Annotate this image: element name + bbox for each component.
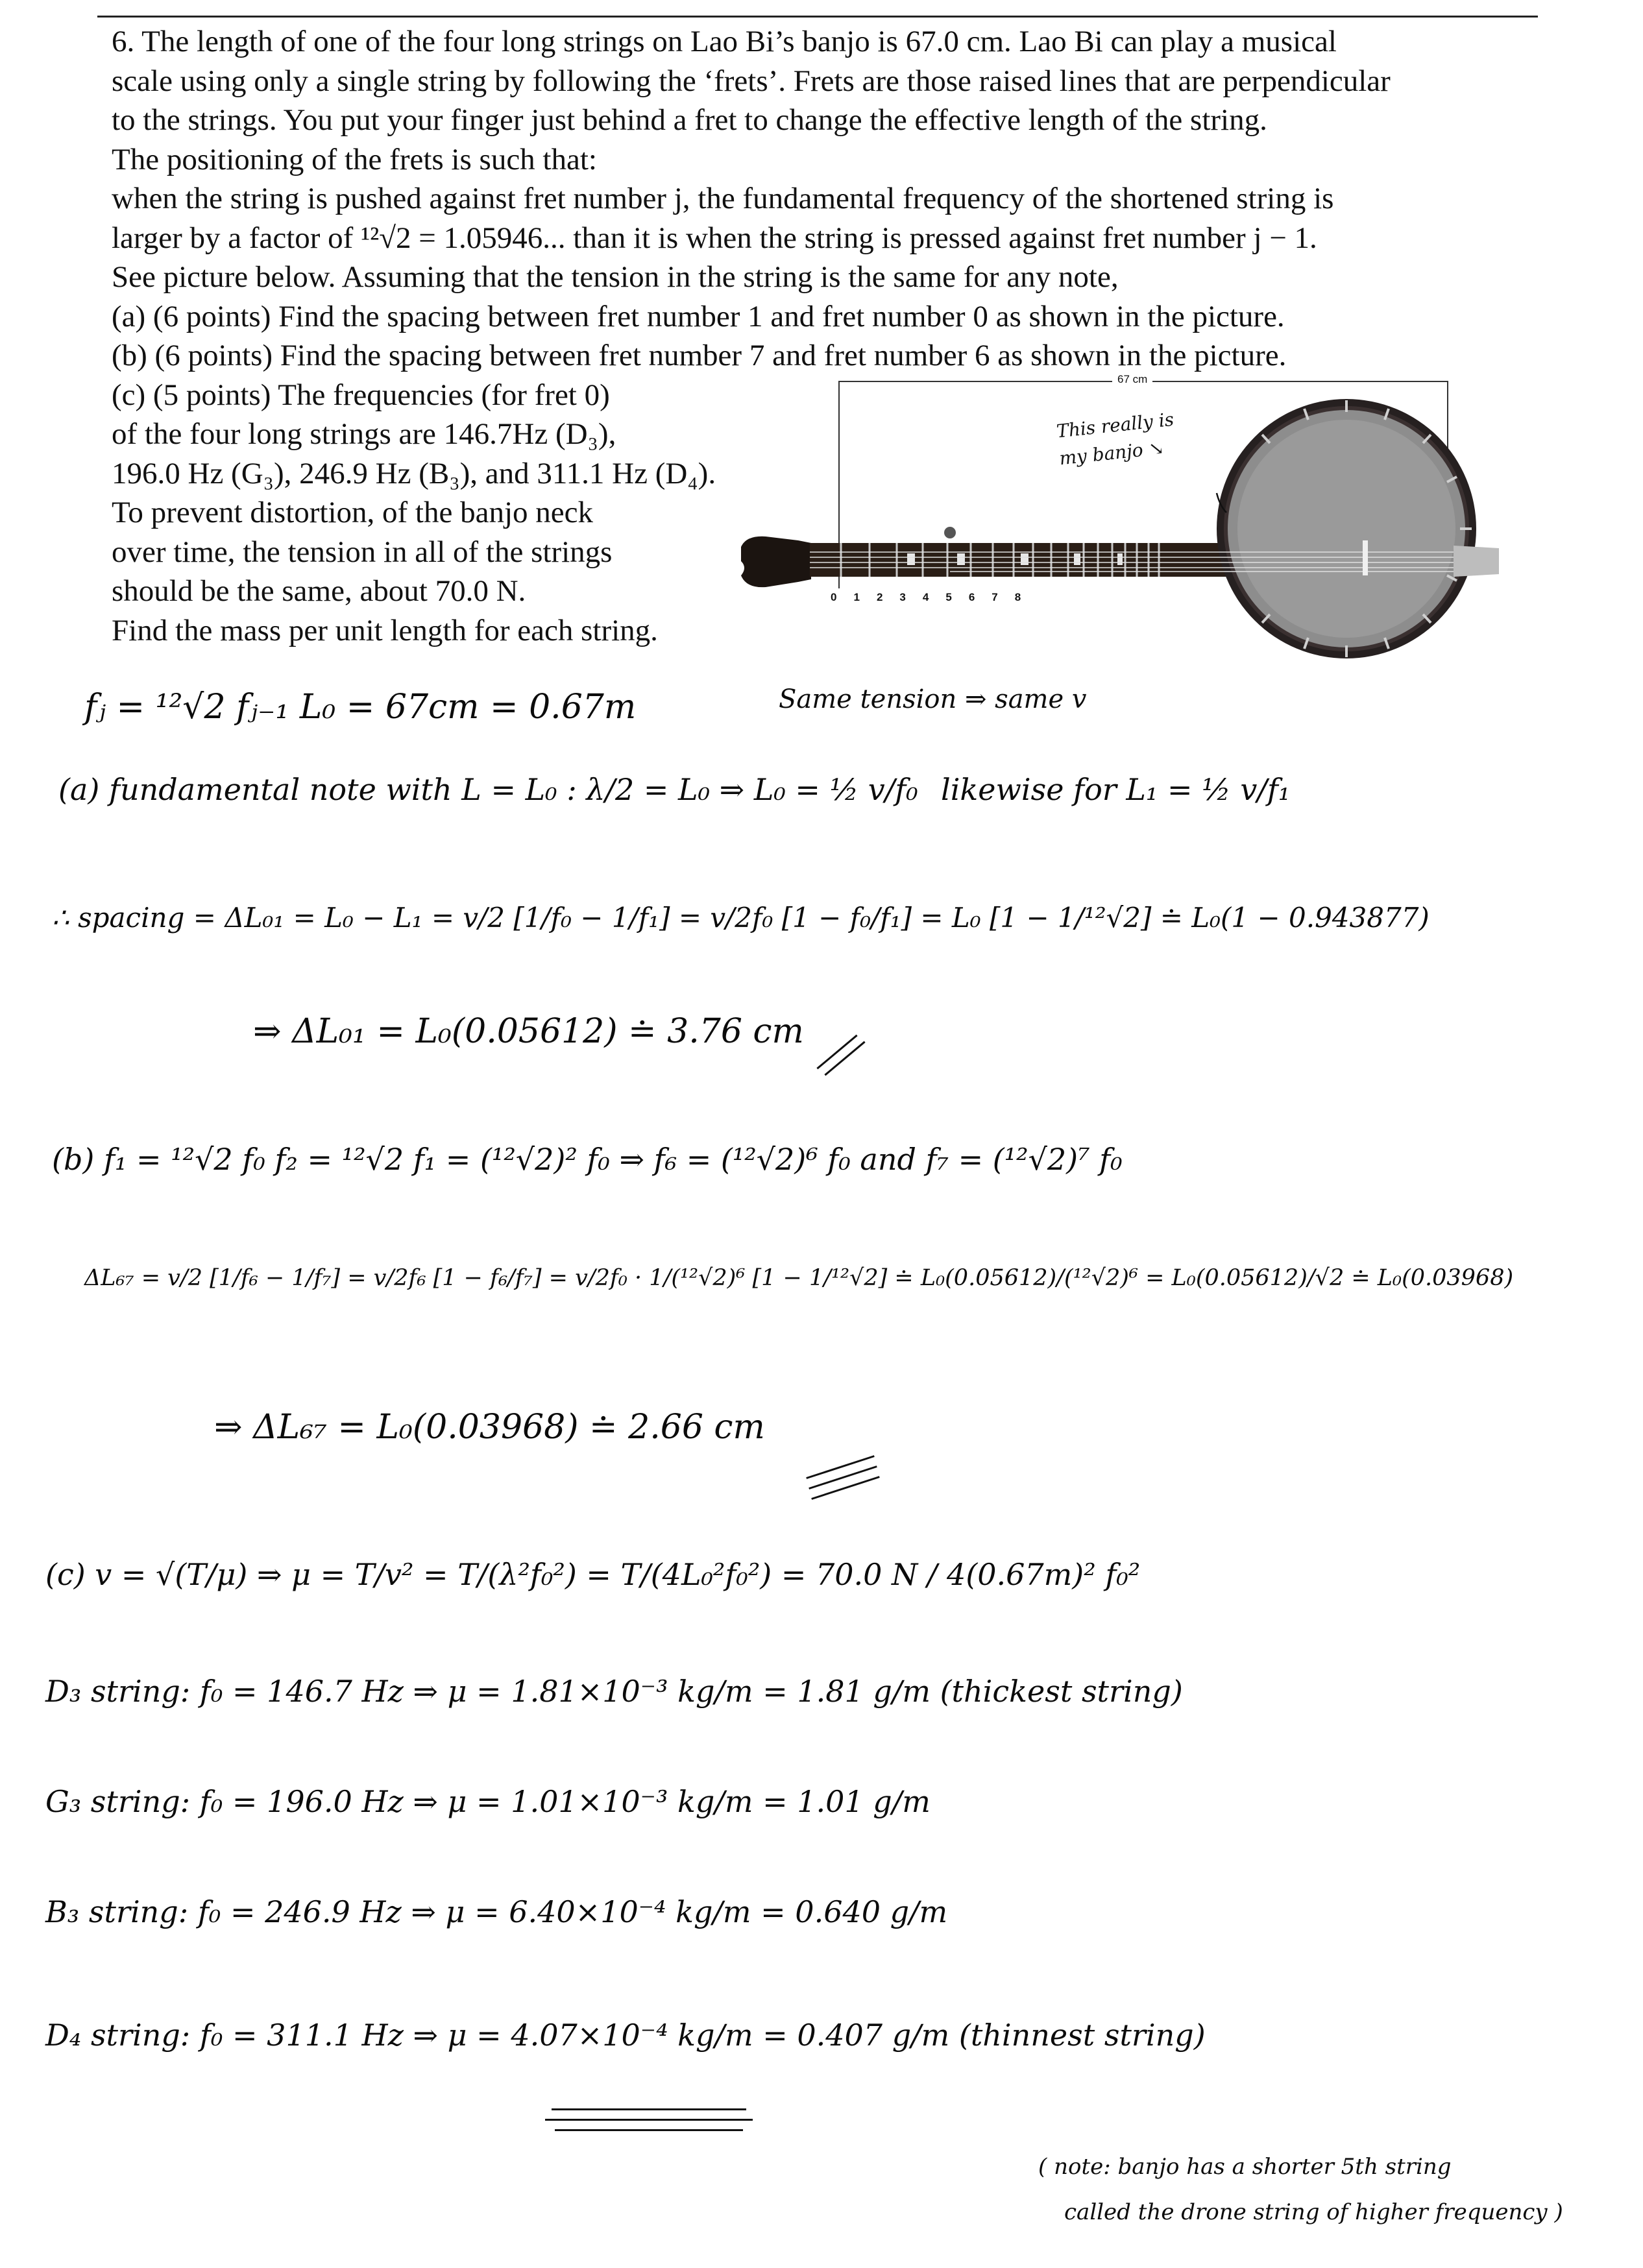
part-b-question: (b) (6 points) Find the spacing between fret number 7 and fret number 6 as shown in the picture. [112,339,1287,372]
fret-number: 0 [831,591,837,603]
fret-number: 2 [876,591,883,603]
answer-mark [811,1476,880,1500]
problem-line: 196.0 Hz (G₃), 246.9 Hz (B₃), and 311.1 Hz (D₄). [112,456,716,490]
fret-number: 7 [992,591,998,603]
problem-line: when the string is pushed against fret number j, the fundamental frequency of the shortened string is [112,182,1334,215]
problem-line: See picture below. Assuming that the tension in the string is the same for any note, [112,260,1119,294]
banjo-note-line-1: ( note: banjo has a shorter 5th string [1038,2154,1452,2180]
hand-note-line: my banjo ↘ [1058,437,1165,470]
end-mark [545,2119,753,2121]
hand-note-line: This really is [1055,408,1175,442]
banjo-note-line-2: called the drone string of higher frequency ) [1064,2199,1563,2225]
solution-givens: fⱼ = ¹²√2 fⱼ₋₁ L₀ = 67cm = 0.67m [84,688,637,727]
solution-c-d4: D₄ string: f₀ = 311.1 Hz ⇒ μ = 4.07×10⁻⁴ kg/m = 0.407 g/m (thinnest string) [45,2018,1206,2053]
part-a-question: (a) (6 points) Find the spacing between fret number 1 and fret number 0 as shown in the picture. [112,299,1285,333]
solution-same-tension: Same tension ⇒ same v [779,684,1087,714]
end-mark [552,2108,746,2110]
solution-b-frequencies: (b) f₁ = ¹²√2 f₀ f₂ = ¹²√2 f₁ = (¹²√2)² f₀ ⇒ f₆ = (¹²√2)⁶ f₀ and f₇ = (¹²√2)⁷ f₀ [52,1142,1123,1177]
solution-c-d3: D₃ string: f₀ = 146.7 Hz ⇒ μ = 1.81×10⁻³ kg/m = 1.81 g/m (thickest string) [45,1674,1183,1709]
solution-b-spacing: ΔL₆₇ = v/2 [1/f₆ − 1/f₇] = v/2f₆ [1 − f₆/f₇] = v/2f₀ · 1/(¹²√2)⁶ [1 − 1/¹²√2] ≐ L₀(0.05612)/(¹²√2)⁶ = L₀(0.05612)/√2 ≐ L₀(0.03968) [84,1265,1514,1291]
fret-number: 6 [968,591,975,603]
end-mark [555,2129,743,2131]
solution-b-answer: ⇒ ΔL₆₇ = L₀(0.03968) ≐ 2.66 cm [214,1408,765,1447]
fret-number: 3 [899,591,906,603]
fret-number: 1 [853,591,860,603]
solution-c-formula: (c) v = √(T/μ) ⇒ μ = T/v² = T/(λ²f₀²) = T/(4L₀²f₀²) = 70.0 N / 4(0.67m)² f₀² [45,1557,1141,1592]
solution-a-answer: ⇒ ΔL₀₁ = L₀(0.05612) ≐ 3.76 cm [253,1012,804,1051]
problem-line: scale using only a single string by following the ‘frets’. Frets are those raised lines that are perpendicular [112,64,1391,98]
problem-line: The positioning of the frets is such that: [112,142,597,176]
answer-mark [809,1466,877,1490]
problem-line: should be the same, about 70.0 N. [112,574,526,608]
problem-line: To prevent distortion, of the banjo neck [112,496,593,529]
dimension-label: 67 cm [1112,373,1152,386]
problem-line: Find the mass per unit length for each string. [112,613,658,647]
solution-c-g3: G₃ string: f₀ = 196.0 Hz ⇒ μ = 1.01×10⁻³ kg/m = 1.01 g/m [45,1784,931,1819]
fret-number-row [831,591,1045,604]
top-rule [97,16,1538,18]
problem-line: larger by a factor of ¹²√2 = 1.05946... than it is when the string is pressed against fret number j − 1. [112,221,1317,255]
fret-number: 5 [945,591,952,603]
part-c-question: (c) (5 points) The frequencies (for fret 0) [112,378,610,412]
fret-number: 8 [1014,591,1021,603]
problem-line: to the strings. You put your finger just behind a fret to change the effective length of the string. [112,103,1267,137]
solution-a-spacing: ∴ spacing = ΔL₀₁ = L₀ − L₁ = v/2 [1/f₀ − 1/f₁] = v/2f₀ [1 − f₀/f₁] = L₀ [1 − 1/¹²√2] ≐ L₀(1 − 0.943877) [52,902,1430,934]
fret-number: 4 [922,591,929,603]
solution-a-fundamental: (a) fundamental note with L = L₀ : λ/2 = L₀ ⇒ L₀ = ½ v/f₀ [58,772,918,807]
answer-mark [806,1455,875,1479]
problem-line: over time, the tension in all of the strings [112,535,613,569]
problem-line: of the four long strings are 146.7Hz (D₃), [112,417,616,451]
solution-c-b3: B₃ string: f₀ = 246.9 Hz ⇒ μ = 6.40×10⁻⁴ kg/m = 0.640 g/m [45,1894,948,1929]
solution-a-likewise: likewise for L₁ = ½ v/f₁ [941,772,1291,807]
problem-line: 6. The length of one of the four long strings on Lao Bi’s banjo is 67.0 cm. Lao Bi can play a musical [112,25,1337,58]
banjo-figure [733,373,1544,684]
